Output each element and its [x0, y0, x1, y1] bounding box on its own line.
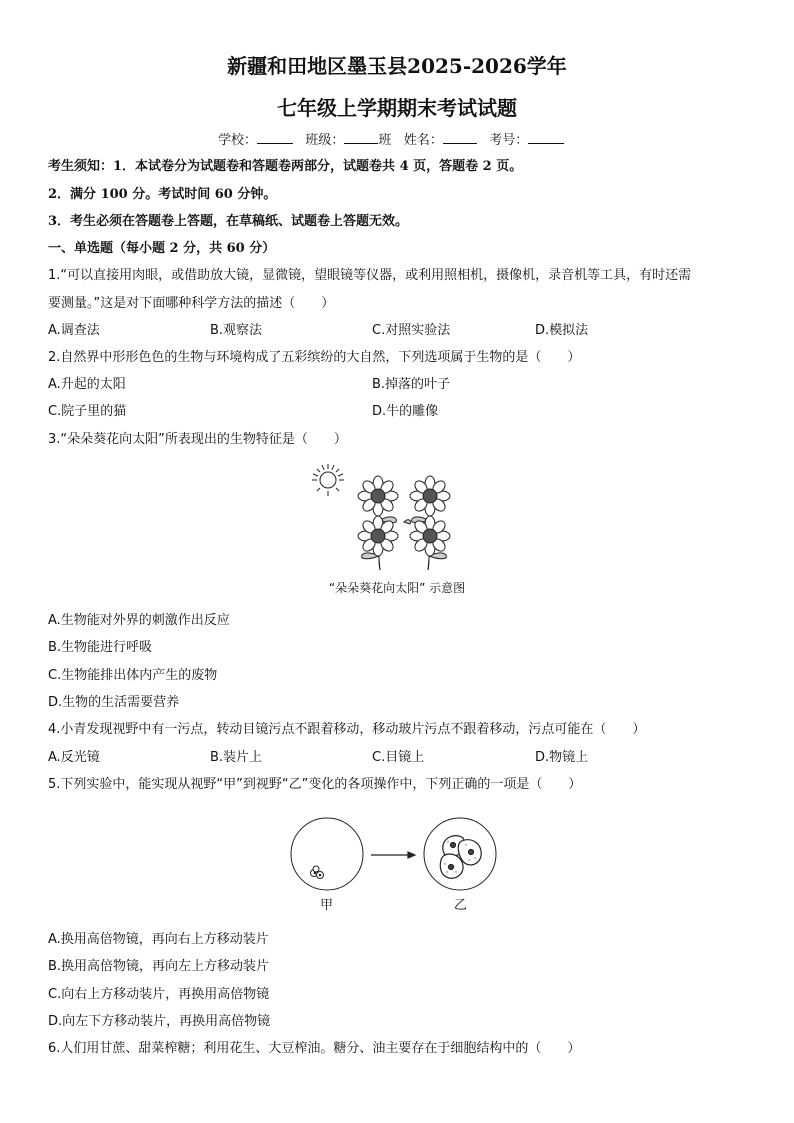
q1-option-c[interactable]: C.对照实验法 [372, 323, 451, 338]
name-label: 姓名： [403, 133, 443, 148]
notice-line-1: 考生须知：1．本试卷分为试题卷和答题卷两部分，试题卷共 4 页，答题卷 2 页。 [48, 159, 523, 174]
q5-option-d[interactable]: D.向左下方移动装片，再换用高倍物镜 [48, 1014, 271, 1029]
exam-no-label: 考号： [489, 133, 529, 148]
field-label-jia: 甲 [320, 898, 334, 913]
q1-option-d[interactable]: D.模拟法 [535, 323, 589, 338]
q4-option-d[interactable]: D.物镜上 [535, 750, 589, 765]
q2-option-c[interactable]: C.院子里的猫 [48, 404, 127, 419]
q3-option-c[interactable]: C.生物能排出体内产生的废物 [48, 668, 218, 683]
q3-option-a[interactable]: A.生物能对外界的刺激作出反应 [48, 613, 230, 628]
question-5-text: 5.下列实验中，能实现从视野“甲”到视野“乙”变化的各项操作中，下列正确的一项是（ ） [48, 777, 582, 792]
q1-option-a[interactable]: A.调查法 [48, 323, 100, 338]
q2-option-b[interactable]: B.掉落的叶子 [372, 377, 451, 392]
section-heading: 一、单选题（每小题 2 分，共 60 分） [48, 241, 276, 256]
sun-icon [312, 464, 344, 496]
question-4-text: 4.小青发现视野中有一污点，转动目镜污点不跟着移动，移动玻片污点不跟着移动，污点可能在（ ） [48, 722, 646, 737]
q5-option-c[interactable]: C.向右上方移动装片，再换用高倍物镜 [48, 987, 270, 1002]
question-3-text: 3.“朵朵葵花向太阳”所表现出的生物特征是（ ） [48, 432, 347, 447]
field-jia [291, 818, 363, 890]
exam-no-blank[interactable] [528, 131, 564, 144]
question-2-text: 2.自然界中形形色色的生物与环境构成了五彩缤纷的大自然，下列选项属于生物的是（ ） [48, 350, 581, 365]
sunflower-figure [300, 458, 500, 578]
school-blank[interactable] [257, 131, 293, 144]
q2-option-d[interactable]: D.牛的雕像 [372, 404, 439, 419]
field-label-yi: 乙 [454, 898, 468, 913]
class-blank[interactable] [344, 131, 378, 144]
class-label: 班级： [305, 133, 345, 148]
q3-option-d[interactable]: D.生物的生活需要营养 [48, 695, 180, 710]
school-label: 学校： [218, 133, 258, 148]
microscope-field-figure [285, 812, 505, 894]
name-blank[interactable] [443, 131, 477, 144]
exam-title-line1: 新疆和田地区墨玉县2025-2026学年 [227, 54, 567, 78]
student-info-line [218, 131, 564, 150]
question-1-text-cont: 要测量。”这是对下面哪种科学方法的描述（ ） [48, 296, 335, 311]
q4-option-b[interactable]: B.装片上 [210, 750, 263, 765]
q5-option-b[interactable]: B.换用高倍物镜，再向左上方移动装片 [48, 959, 270, 974]
arrow-right-icon [371, 852, 415, 858]
q2-option-a[interactable]: A.升起的太阳 [48, 377, 126, 392]
notice-line-3: 3．考生必须在答题卷上答题，在草稿纸、试题卷上答题无效。 [48, 214, 409, 229]
q4-option-c[interactable]: C.目镜上 [372, 750, 425, 765]
q5-option-a[interactable]: A.换用高倍物镜，再向右上方移动装片 [48, 932, 269, 947]
question-6-text: 6.人们用甘蔗、甜菜榨糖；利用花生、大豆榨油。糖分、油主要存在于细胞结构中的（ ） [48, 1041, 581, 1056]
q3-figure-caption: “朵朵葵花向太阳” 示意图 [328, 581, 466, 595]
q4-option-a[interactable]: A.反光镜 [48, 750, 100, 765]
q3-option-b[interactable]: B.生物能进行呼吸 [48, 640, 153, 655]
q1-option-b[interactable]: B.观察法 [210, 323, 263, 338]
question-1-text: 1.“可以直接用肉眼，或借助放大镜，显微镜，望眼镜等仪器，或利用照相机，摄像机，录音机等工具，有时还需 [48, 268, 692, 283]
sunflower-head-icon [358, 476, 450, 556]
notice-line-2: 2．满分 100 分。考试时间 60 分钟。 [48, 187, 277, 202]
exam-title-line2: 七年级上学期期末考试试题 [277, 96, 517, 120]
class-suffix: 班 [378, 133, 392, 148]
